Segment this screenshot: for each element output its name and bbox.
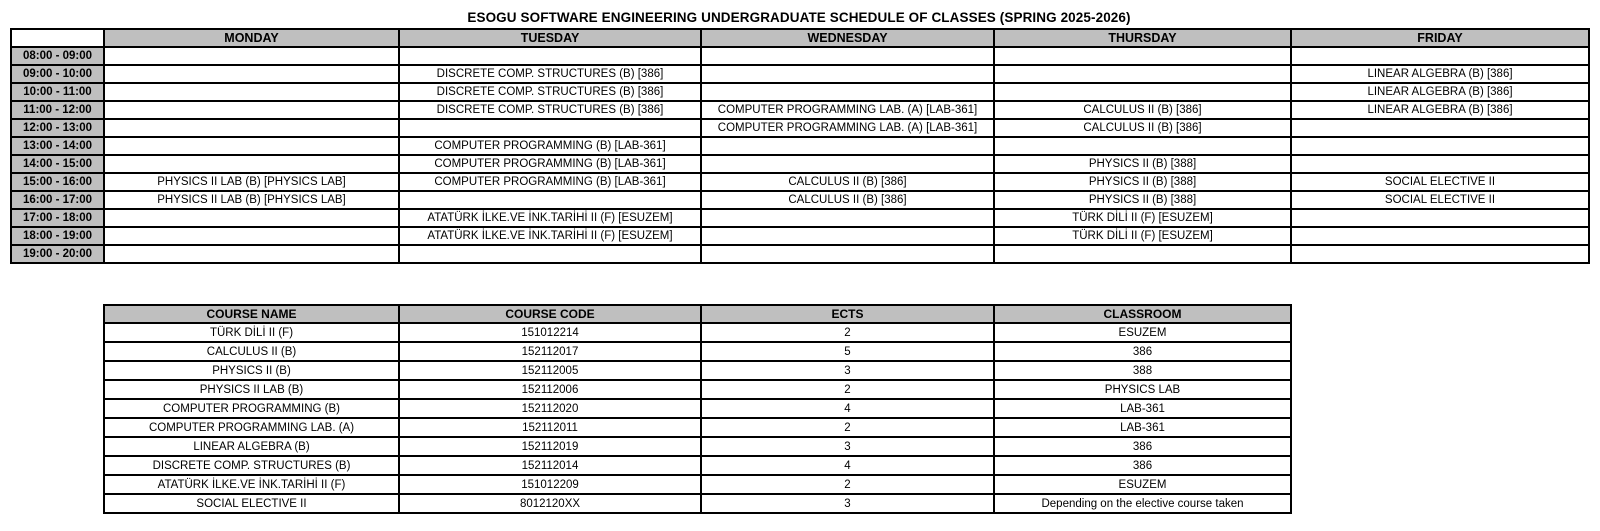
schedule-cell [104, 209, 399, 227]
schedule-cell: COMPUTER PROGRAMMING LAB. (A) [LAB-361] [701, 101, 994, 119]
course-row [104, 342, 1291, 361]
courses-header-row [104, 305, 1291, 323]
schedule-cell: PHYSICS II (B) [388] [994, 155, 1291, 173]
schedule-cell: CALCULUS II (B) [386] [994, 101, 1291, 119]
schedule-cell: CALCULUS II (B) [386] [994, 119, 1291, 137]
schedule-cell: DISCRETE COMP. STRUCTURES (B) [386] [399, 83, 701, 101]
course-code: 152112014 [399, 456, 701, 475]
day-header-tuesday: TUESDAY [399, 29, 701, 47]
schedule-cell [701, 47, 994, 65]
time-slot-label: 19:00 - 20:00 [11, 245, 104, 263]
schedule-cell: LINEAR ALGEBRA (B) [386] [1291, 65, 1589, 83]
course-row [104, 361, 1291, 380]
time-slot-label: 11:00 - 12:00 [11, 101, 104, 119]
time-slot-label: 13:00 - 14:00 [11, 137, 104, 155]
day-header-monday: MONDAY [104, 29, 399, 47]
course-classroom: LAB-361 [994, 418, 1291, 437]
course-code: 8012120XX [399, 494, 701, 513]
course-code: 152112005 [399, 361, 701, 380]
schedule-cell [104, 119, 399, 137]
weekly-schedule-table [10, 28, 1590, 264]
time-slot-label: 08:00 - 09:00 [11, 47, 104, 65]
schedule-cell [399, 47, 701, 65]
schedule-cell: COMPUTER PROGRAMMING (B) [LAB-361] [399, 137, 701, 155]
course-name: CALCULUS II (B) [104, 342, 399, 361]
schedule-cell: CALCULUS II (B) [386] [701, 191, 994, 209]
classroom-header: CLASSROOM [994, 305, 1291, 323]
schedule-cell: ATATÜRK İLKE.VE İNK.TARİHİ II (F) [ESUZEM] [399, 227, 701, 245]
schedule-cell: PHYSICS II (B) [388] [994, 173, 1291, 191]
course-details-table [103, 304, 1292, 514]
schedule-cell [701, 155, 994, 173]
schedule-row [11, 119, 1589, 137]
time-slot-label: 16:00 - 17:00 [11, 191, 104, 209]
course-classroom: 386 [994, 456, 1291, 475]
course-code: 152112017 [399, 342, 701, 361]
schedule-cell [1291, 155, 1589, 173]
ects-header: ECTS [701, 305, 994, 323]
course-row [104, 437, 1291, 456]
schedule-cell [104, 155, 399, 173]
time-slot-label: 17:00 - 18:00 [11, 209, 104, 227]
course-row [104, 399, 1291, 418]
schedule-cell: ATATÜRK İLKE.VE İNK.TARİHİ II (F) [ESUZEM] [399, 209, 701, 227]
course-classroom: 386 [994, 437, 1291, 456]
schedule-cell [1291, 245, 1589, 263]
course-ects: 2 [701, 323, 994, 342]
time-slot-label: 14:00 - 15:00 [11, 155, 104, 173]
schedule-row [11, 47, 1589, 65]
schedule-cell: COMPUTER PROGRAMMING (B) [LAB-361] [399, 155, 701, 173]
schedule-cell [994, 65, 1291, 83]
schedule-row [11, 101, 1589, 119]
course-ects: 4 [701, 456, 994, 475]
schedule-corner-cell [11, 29, 104, 47]
course-code: 152112011 [399, 418, 701, 437]
day-header-friday: FRIDAY [1291, 29, 1589, 47]
course-name: ATATÜRK İLKE.VE İNK.TARİHİ II (F) [104, 475, 399, 494]
schedule-cell [701, 83, 994, 101]
schedule-cell: SOCIAL ELECTIVE II [1291, 173, 1589, 191]
schedule-row [11, 245, 1589, 263]
schedule-row [11, 209, 1589, 227]
course-code: 151012214 [399, 323, 701, 342]
schedule-cell [104, 137, 399, 155]
course-ects: 2 [701, 418, 994, 437]
course-ects: 4 [701, 399, 994, 418]
course-name: PHYSICS II (B) [104, 361, 399, 380]
course-classroom: Depending on the elective course taken [994, 494, 1291, 513]
schedule-cell [104, 83, 399, 101]
schedule-cell: TÜRK DİLİ II (F) [ESUZEM] [994, 227, 1291, 245]
schedule-cell [104, 245, 399, 263]
schedule-cell [1291, 227, 1589, 245]
schedule-cell [1291, 119, 1589, 137]
course-code: 152112020 [399, 399, 701, 418]
day-header-thursday: THURSDAY [994, 29, 1291, 47]
schedule-cell [399, 191, 701, 209]
schedule-cell [1291, 47, 1589, 65]
course-row [104, 494, 1291, 513]
course-ects: 3 [701, 437, 994, 456]
course-classroom: PHYSICS LAB [994, 380, 1291, 399]
schedule-cell [994, 83, 1291, 101]
course-code: 152112006 [399, 380, 701, 399]
schedule-cell: LINEAR ALGEBRA (B) [386] [1291, 83, 1589, 101]
course-name: PHYSICS II LAB (B) [104, 380, 399, 399]
course-classroom: LAB-361 [994, 399, 1291, 418]
schedule-row [11, 137, 1589, 155]
schedule-header-row [11, 29, 1589, 47]
schedule-cell [701, 209, 994, 227]
schedule-cell: DISCRETE COMP. STRUCTURES (B) [386] [399, 65, 701, 83]
schedule-cell [1291, 137, 1589, 155]
course-name: COMPUTER PROGRAMMING LAB. (A) [104, 418, 399, 437]
time-slot-label: 12:00 - 13:00 [11, 119, 104, 137]
time-slot-label: 09:00 - 10:00 [11, 65, 104, 83]
course-name: LINEAR ALGEBRA (B) [104, 437, 399, 456]
course-row [104, 323, 1291, 342]
schedule-row [11, 191, 1589, 209]
course-name: COMPUTER PROGRAMMING (B) [104, 399, 399, 418]
schedule-cell [399, 119, 701, 137]
course-code: 151012209 [399, 475, 701, 494]
schedule-cell: LINEAR ALGEBRA (B) [386] [1291, 101, 1589, 119]
schedule-cell: PHYSICS II (B) [388] [994, 191, 1291, 209]
schedule-cell: SOCIAL ELECTIVE II [1291, 191, 1589, 209]
schedule-row [11, 83, 1589, 101]
schedule-row [11, 227, 1589, 245]
schedule-cell [399, 245, 701, 263]
time-slot-label: 10:00 - 11:00 [11, 83, 104, 101]
schedule-cell: DISCRETE COMP. STRUCTURES (B) [386] [399, 101, 701, 119]
schedule-cell [104, 47, 399, 65]
course-classroom: 388 [994, 361, 1291, 380]
schedule-cell [994, 245, 1291, 263]
schedule-cell [104, 101, 399, 119]
course-row [104, 380, 1291, 399]
course-ects: 2 [701, 380, 994, 399]
time-slot-label: 15:00 - 16:00 [11, 173, 104, 191]
schedule-cell: CALCULUS II (B) [386] [701, 173, 994, 191]
schedule-cell [104, 65, 399, 83]
course-ects: 3 [701, 494, 994, 513]
schedule-cell [994, 47, 1291, 65]
course-ects: 3 [701, 361, 994, 380]
schedule-cell [701, 65, 994, 83]
schedule-row [11, 155, 1589, 173]
course-code-header: COURSE CODE [399, 305, 701, 323]
course-name-header: COURSE NAME [104, 305, 399, 323]
course-ects: 5 [701, 342, 994, 361]
course-name: DISCRETE COMP. STRUCTURES (B) [104, 456, 399, 475]
course-classroom: 386 [994, 342, 1291, 361]
schedule-cell [1291, 209, 1589, 227]
schedule-cell: PHYSICS II LAB (B) [PHYSICS LAB] [104, 191, 399, 209]
schedule-row [11, 173, 1589, 191]
course-classroom: ESUZEM [994, 323, 1291, 342]
course-row [104, 418, 1291, 437]
course-code: 152112019 [399, 437, 701, 456]
schedule-cell: COMPUTER PROGRAMMING LAB. (A) [LAB-361] [701, 119, 994, 137]
page-title: ESOGU SOFTWARE ENGINEERING UNDERGRADUATE SCHEDULE OF CLASSES (SPRING 2025-2026) [467, 10, 1131, 25]
schedule-cell [701, 227, 994, 245]
schedule-cell: TÜRK DİLİ II (F) [ESUZEM] [994, 209, 1291, 227]
course-classroom: ESUZEM [994, 475, 1291, 494]
course-row [104, 456, 1291, 475]
schedule-cell [701, 137, 994, 155]
schedule-cell [994, 137, 1291, 155]
course-name: TÜRK DİLİ II (F) [104, 323, 399, 342]
schedule-row [11, 65, 1589, 83]
course-name: SOCIAL ELECTIVE II [104, 494, 399, 513]
course-row [104, 475, 1291, 494]
schedule-cell [701, 245, 994, 263]
schedule-cell: PHYSICS II LAB (B) [PHYSICS LAB] [104, 173, 399, 191]
schedule-cell [104, 227, 399, 245]
schedule-cell: COMPUTER PROGRAMMING (B) [LAB-361] [399, 173, 701, 191]
day-header-wednesday: WEDNESDAY [701, 29, 994, 47]
time-slot-label: 18:00 - 19:00 [11, 227, 104, 245]
course-ects: 2 [701, 475, 994, 494]
